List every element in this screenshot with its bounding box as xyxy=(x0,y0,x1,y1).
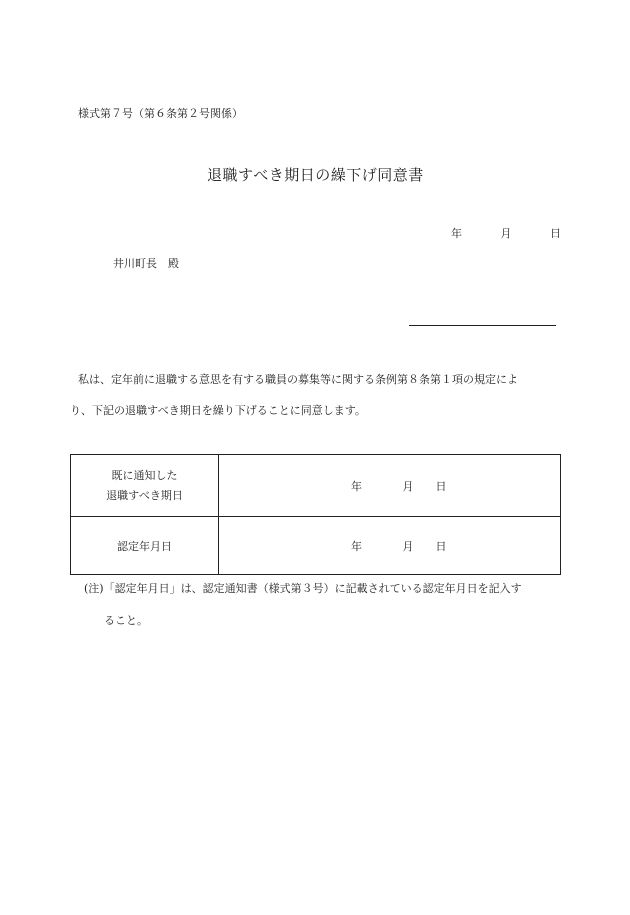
notified-retirement-date-field[interactable] xyxy=(219,455,561,517)
signature-line xyxy=(409,325,556,326)
header-date-month: 月 xyxy=(500,227,512,240)
date-month: 月 xyxy=(402,539,414,553)
date-year: 年 xyxy=(351,539,362,553)
note-line-2: ること。 xyxy=(104,614,148,627)
notified-retirement-date-label xyxy=(71,455,219,517)
date-month: 月 xyxy=(402,479,414,493)
label-line: 退職すべき期日 xyxy=(106,488,183,502)
addressee: 井川町長 殿 xyxy=(113,257,179,270)
form-number: 様式第７号（第６条第２号関係） xyxy=(78,107,243,120)
consent-table xyxy=(70,454,561,575)
header-date-day: 日 xyxy=(550,227,561,240)
approval-date-label: 認定年月日 xyxy=(71,517,219,575)
date-day: 日 xyxy=(435,479,447,493)
approval-date-field[interactable] xyxy=(219,517,561,575)
date-day: 日 xyxy=(435,539,447,553)
table-row xyxy=(71,455,561,517)
consent-line-2: り、下記の退職すべき期日を繰り下げることに同意します。 xyxy=(70,404,366,417)
note-line-1: (注)「認定年月日」は、認定通知書（様式第３号）に記載されている認定年月日を記入す xyxy=(84,582,522,595)
date-year: 年 xyxy=(351,479,362,493)
table-row xyxy=(71,517,561,575)
document-title: 退職すべき期日の繰下げ同意書 xyxy=(207,166,424,184)
label-line: 既に通知した xyxy=(111,468,178,482)
header-date xyxy=(451,225,561,241)
header-date-year: 年 xyxy=(451,227,462,240)
consent-line-1: 私は、定年前に退職する意思を有する職員の募集等に関する条例第８条第１項の規定によ xyxy=(78,373,518,386)
